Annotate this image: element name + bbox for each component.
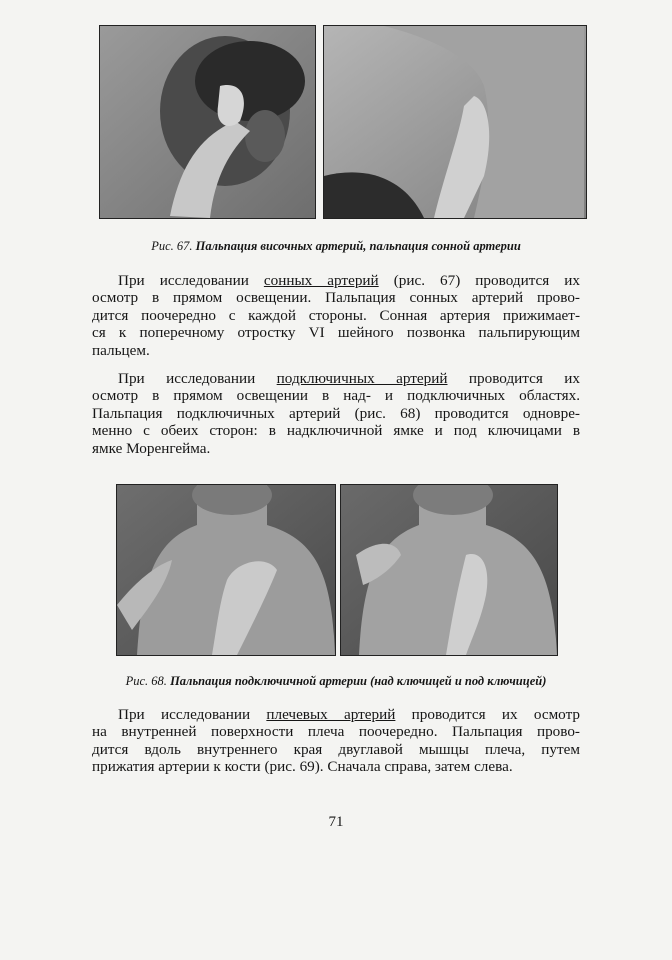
text-line: осмотр в прямом освещении в над- и подключичных областях. <box>92 387 580 405</box>
photo-temporal-palpation-image <box>100 26 315 218</box>
term-brachial-arteries: плечевых артерий <box>266 706 396 723</box>
figure-67-caption-label: Рис. 67. <box>151 239 193 253</box>
page-number: 71 <box>328 814 344 830</box>
figure-67-caption-text: Пальпация височных артерий, пальпация сонной артерии <box>195 239 521 253</box>
photo-infraclavicular-palpation-image <box>341 485 557 655</box>
text-line: Пальпация подключичных артерий (рис. 68) проводится одновре- <box>92 404 580 422</box>
text-run: проводится их <box>447 370 580 387</box>
paragraph-carotid <box>92 272 580 359</box>
photo-carotid-palpation-image <box>324 26 586 218</box>
photo-supraclavicular-palpation-image <box>117 485 335 655</box>
text-line: ся к поперечному отростку VI шейного позвонка пальпирующим <box>92 324 580 342</box>
paragraph-subclavian <box>92 370 580 457</box>
text-run: При исследовании <box>118 370 277 387</box>
term-carotid-arteries: сонных артерий <box>263 272 379 289</box>
text-run: При исследовании <box>118 706 267 723</box>
text-line: ямке Моренгейма. <box>92 439 211 457</box>
text-run: При исследовании <box>118 272 264 289</box>
figure-68-photo-below-clavicle <box>340 484 558 656</box>
text-line: пальцем. <box>92 341 150 359</box>
figure-68-photo-above-clavicle <box>116 484 336 656</box>
term-subclavian-arteries: подключичных артерий <box>276 370 448 387</box>
text-line: на внутренней поверхности плеча поочередно. Пальпация прово- <box>92 723 580 741</box>
text-run: проводится их осмотр <box>395 706 580 723</box>
figure-67-photo-temporal-arteries <box>99 25 316 219</box>
text-line: прижатия артерии к кости (рис. 69). Сначала справа, затем слева. <box>92 758 513 776</box>
figure-67-photo-carotid-artery <box>323 25 587 219</box>
text-line: дится вдоль внутреннего края двуглавой мышцы плеча, путем <box>92 740 580 758</box>
text-line: дится поочередно с каждой стороны. Сонная артерия прижимает- <box>92 306 580 324</box>
text-run: (рис. 67) проводится их <box>378 272 580 289</box>
text-line: осмотр в прямом освещении. Пальпация сонных артерий прово- <box>92 289 580 307</box>
figure-68-caption-label: Рис. 68. <box>125 674 167 688</box>
figure-68-caption-text: Пальпация подключичной артерии (над ключицей и под ключицей) <box>170 674 547 688</box>
text-line: менно с обеих сторон: в надключичной ямке и под ключицами в <box>92 422 580 440</box>
figure-67-caption <box>80 238 592 254</box>
paragraph-brachial <box>92 706 580 776</box>
figure-68-caption <box>72 673 600 689</box>
